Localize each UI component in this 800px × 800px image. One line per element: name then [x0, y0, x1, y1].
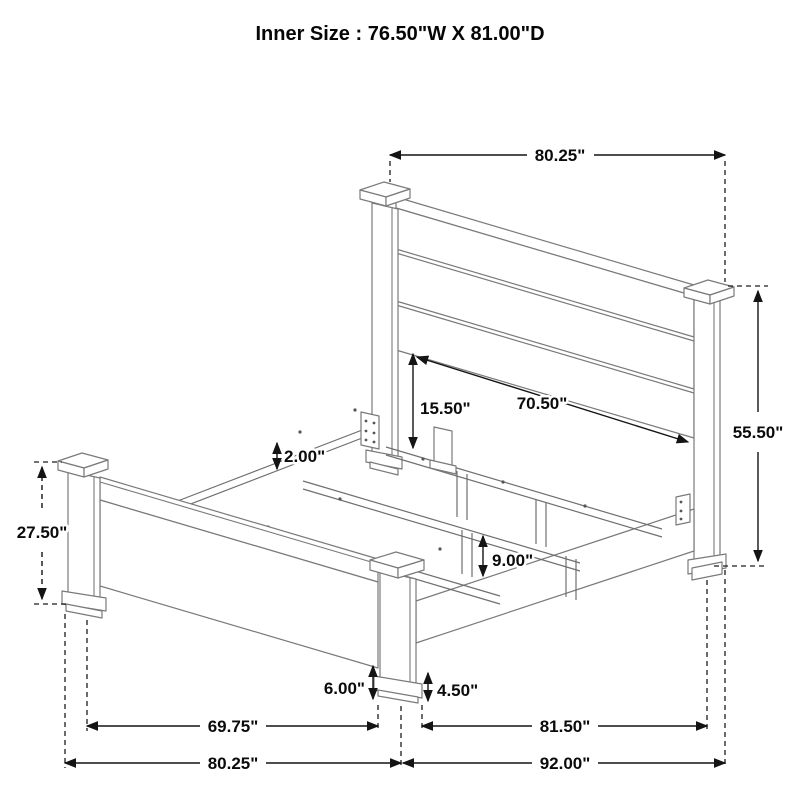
dim-overall-depth-label: 92.00" — [539, 754, 591, 773]
dim-top-width-label: 80.25" — [534, 146, 586, 165]
dim-headboard-height — [714, 286, 783, 566]
dim-overall-width-label: 80.25" — [207, 754, 259, 773]
dim-center-leg-height-label: 9.00" — [492, 551, 534, 570]
dim-rail-thickness-label: 2.00" — [284, 447, 326, 466]
support-leg-2 — [536, 500, 546, 547]
center-support-leg — [430, 427, 456, 474]
dim-side-rail-span-label: 81.50" — [539, 717, 591, 736]
dim-headboard-inner-width-label: 70.50" — [516, 394, 568, 413]
dim-footboard-height — [17, 462, 70, 604]
dim-footboard-inner-span-label: 69.75" — [207, 717, 259, 736]
headboard-bracket-left — [361, 412, 379, 449]
inner-size-title: Inner Size : 76.50"W X 81.00"D — [255, 23, 545, 45]
headboard-bracket-right — [676, 494, 690, 525]
cross-rail-1 — [386, 447, 662, 537]
dim-footboard-clearance-label: 6.00" — [323, 679, 365, 698]
dim-headboard-panel-opening-label: 15.50" — [420, 399, 471, 418]
dim-side-rail-clearance-label: 4.50" — [437, 681, 479, 700]
dim-footboard-clearance — [324, 666, 373, 699]
dim-side-rail-clearance — [428, 673, 478, 701]
side-rail — [416, 509, 694, 643]
footboard — [58, 453, 424, 703]
dim-footboard-height-label: 27.50" — [16, 523, 68, 542]
dim-headboard-height-label: 55.50" — [732, 423, 784, 442]
dim-rail-thickness — [277, 443, 325, 469]
